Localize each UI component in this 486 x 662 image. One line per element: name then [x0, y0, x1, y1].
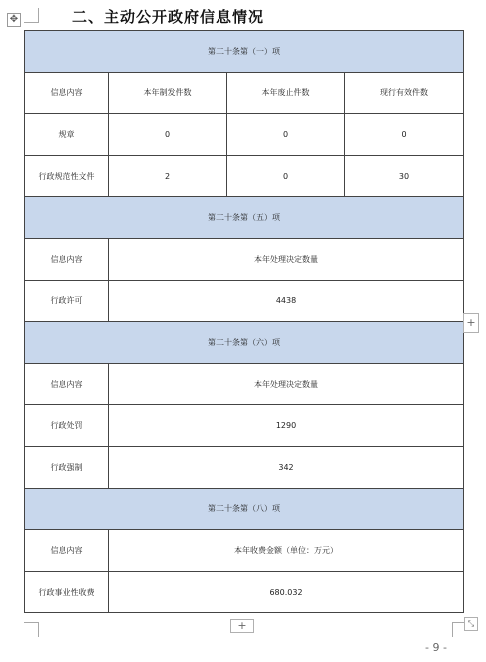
column-header: 本年废止件数 [227, 72, 345, 114]
column-header: 信息内容 [25, 72, 109, 114]
column-header: 本年处理决定数量 [109, 238, 464, 280]
table-cell: 30 [345, 155, 464, 197]
table-row [25, 571, 464, 613]
column-header: 本年制发件数 [109, 72, 227, 114]
table-row [25, 446, 464, 488]
table-cell: 1290 [109, 405, 464, 447]
add-row-button[interactable] [230, 619, 254, 633]
section-header: 第二十条第（六）项 [25, 322, 464, 364]
row-label: 行政强制 [25, 446, 109, 488]
table-row [25, 155, 464, 197]
column-header: 本年处理决定数量 [109, 363, 464, 405]
plus-icon: + [237, 619, 247, 632]
table-cell: 4438 [109, 280, 464, 322]
row-label: 行政规范性文件 [25, 155, 109, 197]
table-row [25, 72, 464, 114]
table-row [25, 405, 464, 447]
row-label: 行政许可 [25, 280, 109, 322]
resize-handle-icon[interactable]: ⤡ [464, 617, 478, 631]
table-row [25, 363, 464, 405]
add-column-button[interactable] [463, 313, 479, 333]
section-header: 第二十条第（一）项 [25, 31, 464, 73]
column-header: 信息内容 [25, 530, 109, 572]
table-cell: 0 [345, 114, 464, 156]
table-row [25, 530, 464, 572]
page-corner-mark [24, 622, 39, 637]
section-header: 第二十条第（五）项 [25, 197, 464, 239]
info-table [24, 30, 464, 613]
column-header: 信息内容 [25, 363, 109, 405]
plus-icon: + [466, 316, 476, 329]
row-label: 规章 [25, 114, 109, 156]
row-label: 行政事业性收费 [25, 571, 109, 613]
table-move-handle-icon[interactable]: ✥ [7, 13, 21, 27]
row-label: 行政处罚 [25, 405, 109, 447]
page-corner-mark [24, 8, 39, 23]
column-header: 信息内容 [25, 238, 109, 280]
table-row [25, 280, 464, 322]
table-cell: 0 [227, 114, 345, 156]
column-header: 现行有效件数 [345, 72, 464, 114]
column-header: 本年收费金额（单位：万元） [109, 530, 464, 572]
table-cell: 0 [227, 155, 345, 197]
section-title: 二、主动公开政府信息情况 [72, 8, 265, 26]
table-row [25, 114, 464, 156]
table-cell: 0 [109, 114, 227, 156]
table-row [25, 238, 464, 280]
page-number: - 9 - [425, 641, 447, 654]
table-cell: 680.032 [109, 571, 464, 613]
table-cell: 342 [109, 446, 464, 488]
section-header: 第二十条第（八）项 [25, 488, 464, 530]
table-cell: 2 [109, 155, 227, 197]
